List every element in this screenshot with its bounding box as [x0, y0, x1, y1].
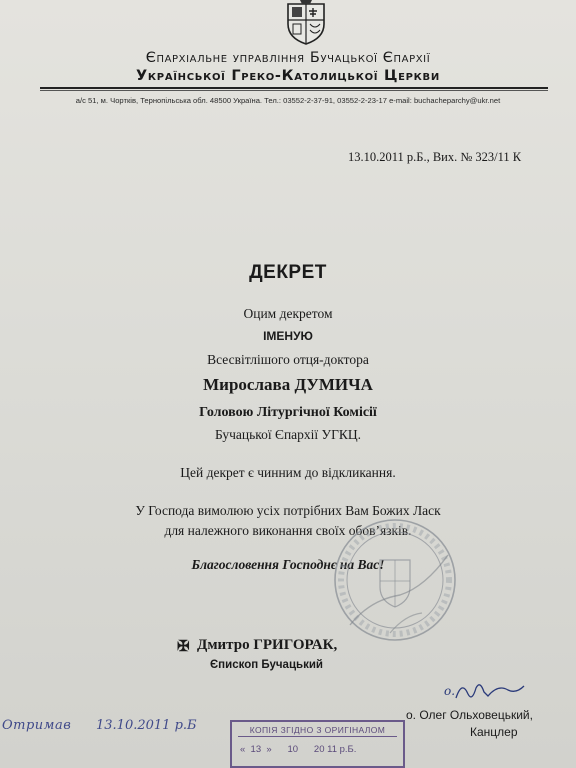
- decree-verb: ІМЕНУЮ: [263, 329, 313, 343]
- handwritten-received-date: 13.10.2011 р.Б: [96, 718, 197, 733]
- chancellor-initial: о.: [444, 684, 456, 698]
- document-title: ДЕКРЕТ: [249, 262, 327, 283]
- wish-line-2: для належного виконання своїх обов’язків.: [164, 523, 412, 538]
- copy-certification-stamp: [230, 720, 405, 768]
- eparchy-crest-icon: [282, 0, 330, 46]
- letterhead-rule: [40, 87, 548, 89]
- appointee-honorific: Всесвітлішого отця-доктора: [207, 352, 369, 367]
- handwritten-received-note: Отримав: [2, 718, 72, 733]
- cross-icon: ✠: [177, 639, 190, 655]
- signatory-name: Дмитро ГРИГОРАК,: [197, 637, 338, 653]
- appointment-body: Бучацької Єпархії УГКЦ.: [214, 427, 362, 442]
- copy-stamp-divider: [238, 736, 397, 737]
- appointee-name: Мирослава ДУМИЧА: [203, 375, 373, 394]
- letterhead-line-2: Української Греко-Католицької Церкви: [136, 68, 440, 84]
- copy-stamp-title: КОПІЯ ЗГІДНО З ОРИГІНАЛОМ: [249, 725, 386, 735]
- blessing: Благословення Господнє на Вас!: [191, 557, 385, 572]
- date-and-reference-number: 13.10.2011 р.Б., Вих. № 323/11 К: [348, 150, 522, 164]
- chancellor-signature-icon: [452, 676, 527, 706]
- chancellor-name: о. Олег Ольховецький,: [406, 708, 533, 722]
- chancellor-title: Канцлер: [470, 725, 518, 739]
- official-seal-stamp-icon: [330, 515, 460, 645]
- decree-intro: Оцим декретом: [243, 306, 333, 321]
- signatory-title: Єпископ Бучацький: [210, 659, 323, 671]
- validity-statement: Цей декрет є чинним до відкликання.: [180, 465, 396, 480]
- wish-line-1: У Господа вимолюю усіх потрібних Вам Божих Ласк: [135, 503, 441, 518]
- copy-stamp-date: « 13 » 10 20 11 р.Б.: [240, 744, 357, 755]
- appointment-role: Головою Літургічної Комісії: [199, 405, 377, 420]
- letterhead-line-1: Єпархіальне управління Бучацької Єпархії: [145, 50, 431, 66]
- letterhead-rule-thin: [40, 90, 548, 91]
- letterhead-address: а/с 51, м. Чортків, Тернопільська обл. 48500 Україна. Тел.: 03552-2-37-91, 03552-2-23-17 e-mail: buchacheparchy@ukr.net: [75, 96, 501, 105]
